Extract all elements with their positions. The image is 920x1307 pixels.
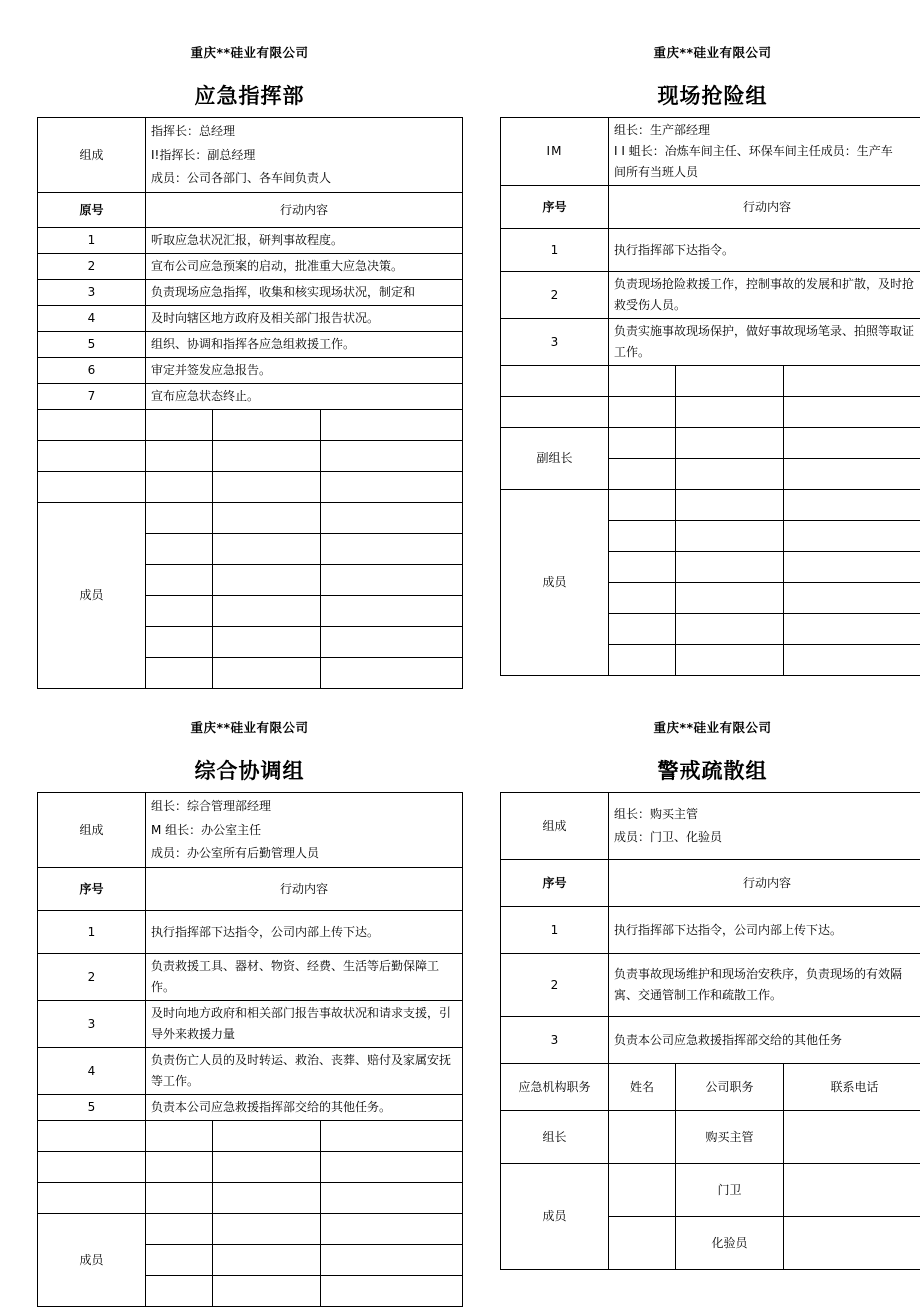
roster-cell [213, 503, 321, 534]
roster-cell [38, 410, 146, 441]
roster-cell [784, 490, 920, 521]
column-header-no: 序号 [501, 860, 609, 907]
roster-cell [213, 1214, 321, 1245]
roster-cell [321, 534, 463, 565]
roster-cell [609, 459, 676, 490]
row-content: 负责伤亡人员的及时转运、救治、丧葬、赔付及家属安抚等工作。 [146, 1048, 463, 1095]
row-number: 6 [38, 358, 146, 384]
column-header-content: 行动内容 [609, 186, 920, 229]
table-row [501, 272, 920, 319]
table-row [501, 954, 920, 1017]
roster-name [609, 1111, 676, 1164]
row-number: 4 [38, 306, 146, 332]
row-content: 宣布公司应急预案的启动，批准重大应急决策。 [146, 254, 463, 280]
composition-line: 组长：生产部经理 [614, 120, 920, 141]
roster-cell [784, 645, 920, 676]
roster-header-role: 应急机构职务 [501, 1064, 609, 1111]
composition-line: 成员：办公室所有后勤管理人员 [151, 842, 457, 865]
row-content: 听取应急状况汇报，研判事故程度。 [146, 228, 463, 254]
row-number: 1 [501, 229, 609, 272]
roster-cell [146, 503, 213, 534]
table-row [501, 229, 920, 272]
roster-header-phone: 联系电话 [784, 1064, 920, 1111]
roster-cell [146, 534, 213, 565]
row-number: 1 [38, 911, 146, 954]
row-content: 执行指挥部下达指令。 [609, 229, 920, 272]
roster-cell [609, 397, 676, 428]
row-content: 负责救援工具、器材、物资、经费、生活等后勤保障工作。 [146, 954, 463, 1001]
column-header-content: 行动内容 [609, 860, 920, 907]
composition-line: 成员：公司各部门、各车间负责人 [151, 167, 457, 190]
roster-cell [146, 472, 213, 503]
composition-line: I I 蛆长：冶炼车间主任、环保车间主任成员：生产车 [614, 141, 920, 162]
roster-cell [501, 397, 609, 428]
roster-cell [213, 565, 321, 596]
roster-cell [213, 410, 321, 441]
roster-deputy-row [501, 428, 920, 459]
company-name: 重庆**硅业有限公司 [500, 45, 920, 60]
composition-line: 组长：综合管理部经理 [151, 795, 457, 818]
roster-role: 成员 [501, 1164, 609, 1270]
roster-phone [784, 1217, 920, 1270]
roster-cell [321, 1183, 463, 1214]
roster-cell [321, 441, 463, 472]
roster-member-row [38, 1214, 463, 1245]
table-row [38, 1095, 463, 1121]
panel-general-coordination [37, 720, 462, 1307]
roster-cell [38, 1183, 146, 1214]
roster-name [609, 1164, 676, 1217]
member-label: 成员 [38, 503, 146, 689]
composition-content [146, 793, 463, 868]
group-title: 警戒疏散组 [500, 759, 920, 784]
composition-row [501, 793, 920, 860]
group-title: 应急指挥部 [37, 84, 462, 109]
composition-row [38, 118, 463, 193]
roster-cell [146, 596, 213, 627]
composition-label: IM [501, 118, 609, 186]
roster-cell [146, 658, 213, 689]
composition-line: M 组长：办公室主任 [151, 819, 457, 842]
roster-cell [213, 472, 321, 503]
composition-label: 组成 [38, 793, 146, 868]
row-content: 执行指挥部下达指令，公司内部上传下达。 [609, 907, 920, 954]
roster-cell [321, 472, 463, 503]
roster-cell [146, 1152, 213, 1183]
table-row [38, 911, 463, 954]
roster-member-row [38, 503, 463, 534]
column-header-content: 行动内容 [146, 868, 463, 911]
roster-cell [146, 1214, 213, 1245]
roster-cell [321, 1245, 463, 1276]
general-coordination-table [37, 792, 463, 1307]
roster-phone [784, 1164, 920, 1217]
row-content: 负责实施事故现场保护，做好事故现场笔录、拍照等取证工作。 [609, 319, 920, 366]
composition-line: I!指挥长：副总经理 [151, 144, 457, 167]
composition-line: 指挥长：总经理 [151, 120, 457, 143]
roster-blank-row [38, 472, 463, 503]
on-site-rescue-table [500, 117, 920, 676]
roster-blank-row [38, 441, 463, 472]
column-header-no: 序号 [501, 186, 609, 229]
composition-content [609, 793, 920, 860]
roster-header-position: 公司职务 [676, 1064, 784, 1111]
column-header-row [38, 193, 463, 228]
roster-cell [38, 1152, 146, 1183]
row-number: 3 [501, 1017, 609, 1064]
roster-cell [676, 521, 784, 552]
roster-blank-row [501, 397, 920, 428]
roster-cell [146, 1183, 213, 1214]
roster-cell [609, 583, 676, 614]
row-number: 5 [38, 1095, 146, 1121]
table-row [38, 306, 463, 332]
roster-cell [38, 472, 146, 503]
roster-cell [784, 459, 920, 490]
roster-cell [784, 552, 920, 583]
roster-phone [784, 1111, 920, 1164]
roster-cell [676, 366, 784, 397]
roster-cell [676, 645, 784, 676]
roster-cell [609, 366, 676, 397]
row-content: 宣布应急状态终止。 [146, 384, 463, 410]
row-number: 7 [38, 384, 146, 410]
roster-cell [213, 1183, 321, 1214]
panel-guard-evacuation [500, 720, 920, 1270]
composition-label: 组成 [38, 118, 146, 193]
roster-cell [213, 1276, 321, 1307]
panel-on-site-rescue [500, 45, 920, 676]
roster-cell [213, 1121, 321, 1152]
roster-cell [676, 459, 784, 490]
column-header-no: 原号 [38, 193, 146, 228]
roster-header-name: 姓名 [609, 1064, 676, 1111]
composition-label: 组成 [501, 793, 609, 860]
deputy-leader-label: 副组长 [501, 428, 609, 490]
roster-cell [676, 490, 784, 521]
table-row [501, 319, 920, 366]
table-row [38, 384, 463, 410]
roster-cell [146, 1121, 213, 1152]
group-title: 综合协调组 [37, 759, 462, 784]
table-row [38, 332, 463, 358]
row-content: 及时向地方政府和相关部门报告事故状况和请求支援，引导外来救援力量 [146, 1001, 463, 1048]
composition-line: 组长：购买主管 [614, 803, 920, 826]
roster-cell [213, 1152, 321, 1183]
table-row [38, 954, 463, 1001]
guard-evacuation-table [500, 792, 920, 1270]
roster-cell [321, 1121, 463, 1152]
row-content: 负责事故现场维护和现场治安秩序，负责现场的有效隔寓、交通管制工作和疏散工作。 [609, 954, 920, 1017]
roster-cell [213, 1245, 321, 1276]
roster-cell [321, 565, 463, 596]
roster-cell [321, 627, 463, 658]
table-row [38, 254, 463, 280]
row-content: 负责现场抢险救援工作，控制事故的发展和扩散，及时抢救受伤人员。 [609, 272, 920, 319]
table-row [501, 907, 920, 954]
composition-content [146, 118, 463, 193]
composition-line: 间所有当班人员 [614, 162, 920, 183]
roster-member-row [501, 490, 920, 521]
row-number: 2 [38, 254, 146, 280]
roster-cell [784, 428, 920, 459]
roster-header-row [501, 1064, 920, 1111]
member-label: 成员 [38, 1214, 146, 1307]
row-number: 2 [38, 954, 146, 1001]
roster-cell [146, 1276, 213, 1307]
row-content: 负责本公司应急救援指挥部交给的其他任务。 [146, 1095, 463, 1121]
roster-cell [213, 441, 321, 472]
column-header-row [501, 860, 920, 907]
row-number: 2 [501, 954, 609, 1017]
roster-cell [676, 614, 784, 645]
roster-cell [146, 565, 213, 596]
roster-cell [213, 596, 321, 627]
composition-row [38, 793, 463, 868]
roster-cell [38, 441, 146, 472]
roster-cell [321, 1152, 463, 1183]
roster-position: 化验员 [676, 1217, 784, 1270]
row-number: 1 [38, 228, 146, 254]
roster-cell [146, 410, 213, 441]
group-title: 现场抢险组 [500, 84, 920, 109]
roster-cell [609, 521, 676, 552]
roster-cell [609, 490, 676, 521]
row-number: 3 [38, 280, 146, 306]
roster-blank-row [501, 366, 920, 397]
roster-role: 组长 [501, 1111, 609, 1164]
roster-cell [501, 366, 609, 397]
company-name: 重庆**硅业有限公司 [37, 45, 462, 60]
roster-blank-row [38, 1152, 463, 1183]
table-row [38, 1048, 463, 1095]
table-row [38, 1001, 463, 1048]
emergency-command-table [37, 117, 463, 689]
column-header-row [38, 868, 463, 911]
row-content: 审定并签发应急报告。 [146, 358, 463, 384]
roster-cell [676, 552, 784, 583]
roster-row [501, 1164, 920, 1217]
table-row [38, 228, 463, 254]
roster-cell [213, 534, 321, 565]
column-header-content: 行动内容 [146, 193, 463, 228]
roster-cell [321, 503, 463, 534]
roster-cell [609, 428, 676, 459]
roster-position: 购买主管 [676, 1111, 784, 1164]
composition-content [609, 118, 920, 186]
roster-cell [321, 410, 463, 441]
roster-cell [321, 1276, 463, 1307]
roster-cell [784, 366, 920, 397]
company-name: 重庆**硅业有限公司 [500, 720, 920, 735]
row-content: 负责本公司应急救援指挥部交给的其他任务 [609, 1017, 920, 1064]
column-header-no: 序号 [38, 868, 146, 911]
roster-cell [609, 614, 676, 645]
roster-cell [146, 441, 213, 472]
row-content: 执行指挥部下达指令，公司内部上传下达。 [146, 911, 463, 954]
column-header-row [501, 186, 920, 229]
composition-line: 成员：门卫、化验员 [614, 826, 920, 849]
table-row [501, 1017, 920, 1064]
row-number: 3 [501, 319, 609, 366]
roster-cell [146, 627, 213, 658]
roster-cell [213, 658, 321, 689]
row-content: 负责现场应急指挥，收集和核实现场状况，制定和 [146, 280, 463, 306]
roster-cell [321, 596, 463, 627]
roster-blank-row [38, 1121, 463, 1152]
row-number: 4 [38, 1048, 146, 1095]
member-label: 成员 [501, 490, 609, 676]
roster-cell [784, 614, 920, 645]
roster-cell [609, 552, 676, 583]
row-number: 5 [38, 332, 146, 358]
table-row [38, 358, 463, 384]
roster-cell [676, 428, 784, 459]
roster-cell [321, 1214, 463, 1245]
roster-name [609, 1217, 676, 1270]
roster-blank-row [38, 1183, 463, 1214]
row-number: 1 [501, 907, 609, 954]
roster-cell [38, 1121, 146, 1152]
company-name: 重庆**硅业有限公司 [37, 720, 462, 735]
roster-cell [784, 521, 920, 552]
roster-row [501, 1111, 920, 1164]
row-number: 2 [501, 272, 609, 319]
roster-position: 门卫 [676, 1164, 784, 1217]
row-content: 及时向辖区地方政府及相关部门报告状况。 [146, 306, 463, 332]
composition-row [501, 118, 920, 186]
roster-cell [784, 397, 920, 428]
panel-emergency-command [37, 45, 462, 689]
roster-cell [676, 583, 784, 614]
row-content: 组织、协调和指挥各应急组救援工作。 [146, 332, 463, 358]
table-row [38, 280, 463, 306]
roster-cell [676, 397, 784, 428]
roster-blank-row [38, 410, 463, 441]
roster-cell [213, 627, 321, 658]
roster-cell [784, 583, 920, 614]
roster-cell [609, 645, 676, 676]
row-number: 3 [38, 1001, 146, 1048]
roster-cell [146, 1245, 213, 1276]
roster-cell [321, 658, 463, 689]
